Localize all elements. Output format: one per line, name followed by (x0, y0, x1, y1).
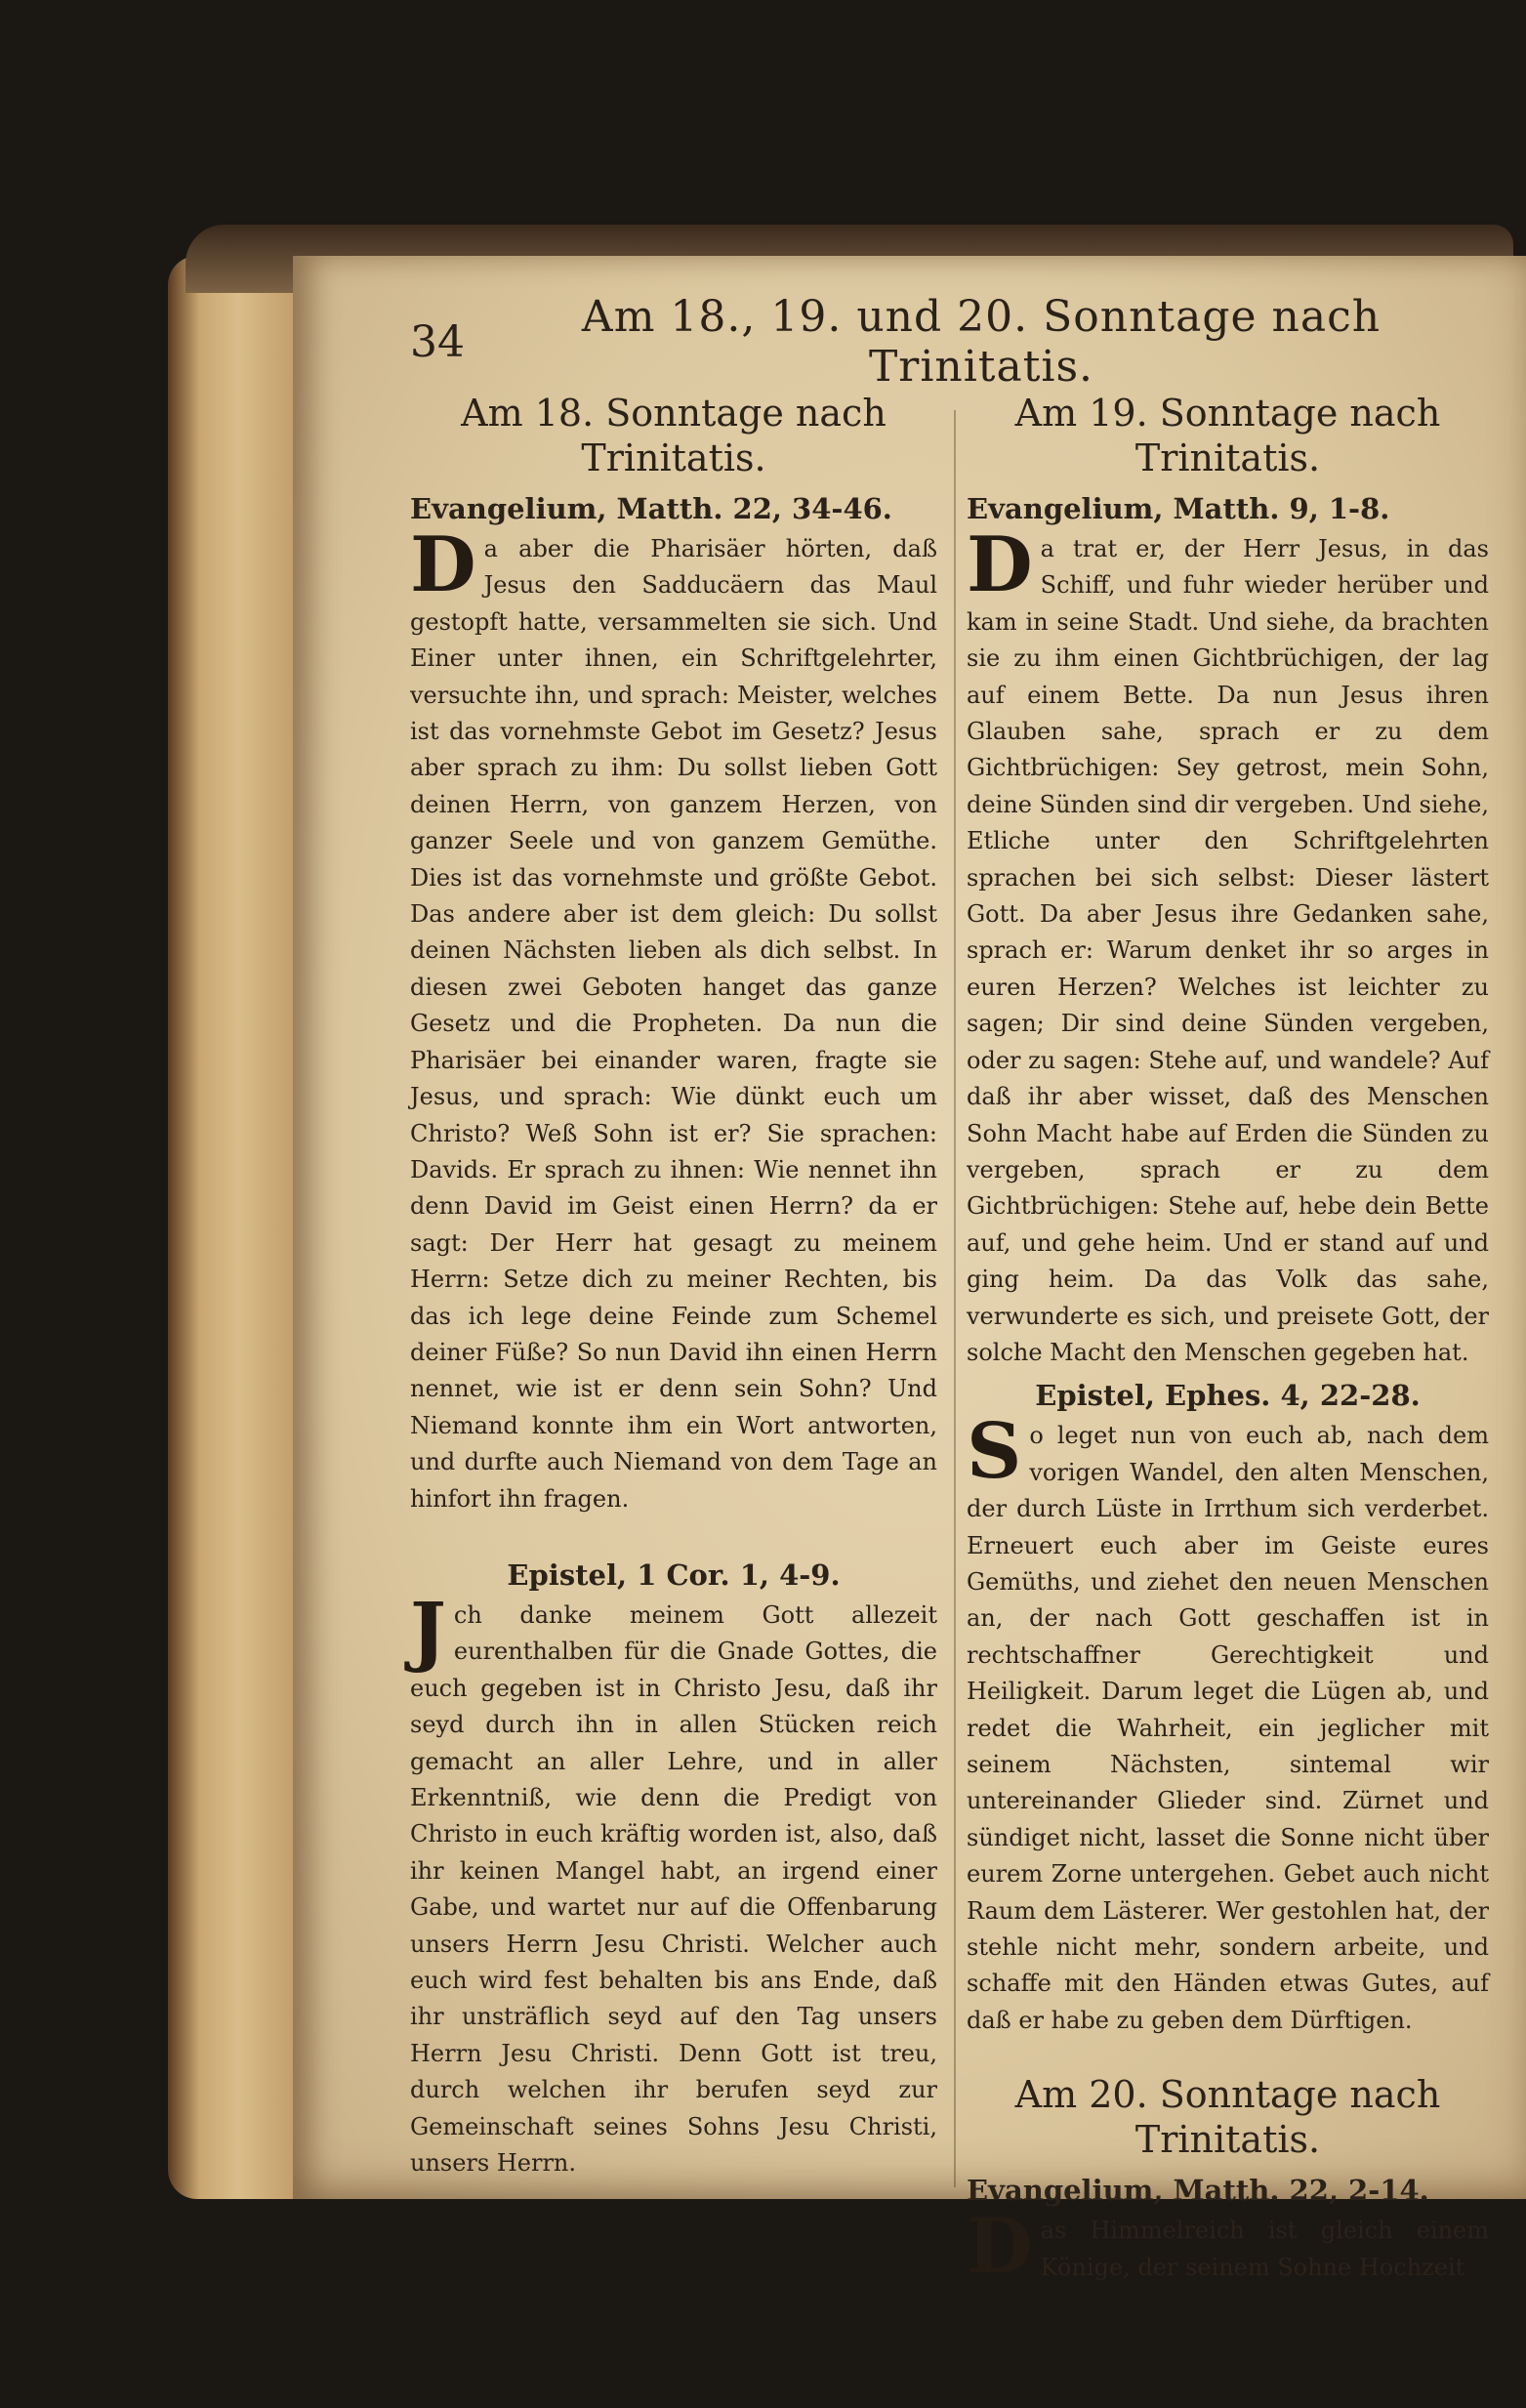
dropcap: D (410, 520, 476, 609)
sunday-18-gospel-reference: Evangelium, Matth. 22, 34-46. (410, 492, 892, 525)
sunday-19-epistle-reference: Epistel, Ephes. 4, 22-28. (1035, 1379, 1421, 1413)
sunday-19-heading: Am 19. Sonntage nach Trinitatis. (1014, 392, 1441, 479)
epistle-body: o leget nun von euch ab, nach dem vorigen Wandel, den alten Menschen, der durch Lüste in Irrthum sich verderbet. Erneuert euch aber im Geiste eures Gemüths, und ziehet den neuen Menschen an, der nach Gott geschaffen ist in rechtschaffner Gerechtigkeit und Heiligkeit. Darum leget die Lügen ab, und redet die Wahrheit, ein jeglicher mit seinem Nächsten, sintemal wir untereinander Glieder sind. Zürnet und sündiget nicht, lasset die Sonne nicht über eurem Zorne untergehen. Gebet auch nicht Raum dem Lästerer. Wer gestohlen hat, der stehle nicht mehr, sondern arbeite, und schaffe mit den Händen etwas Gutes, auf daß er habe zu geben dem Dürftigen. (967, 1422, 1489, 2034)
sunday-19-gospel-text (967, 520, 1489, 1371)
page-number: 34 (410, 316, 465, 367)
gospel-body: as Himmelreich ist gleich einem Könige, der seinem Sohne Hochzeit (1040, 2217, 1489, 2281)
sunday-18-gospel-text (410, 520, 937, 1517)
dropcap: D (967, 2202, 1033, 2292)
sunday-20-gospel-text (967, 2202, 1489, 2292)
gospel-body: a aber die Pharisäer hörten, daß Jesus den Sadducäern das Maul gestopft hatte, versammelten sie sich. Und Einer unter ihnen, ein Schriftgelehrter, versuchte ihn, und sprach: Meister, welches ist das vornehmste Gebot im Gesetz? Jesus aber sprach zu ihm: Du sollst lieben Gott deinen Herrn, von ganzem Herzen, von ganzer Seele und von ganzem Gemüthe. Dies ist das vornehmste und größte Gebot. Das andere aber ist dem gleich: Du sollst deinen Nächsten lieben als dich selbst. In diesen zwei Geboten hanget das ganze Gesetz und die Propheten. Da nun die Pharisäer bei einander waren, fragte sie Jesus, und sprach: Wie dünkt euch um Christo? Weß Sohn ist er? Sie sprachen: Davids. Er sprach zu ihnen: Wie nennet ihn denn David im Geist einen Herrn? da er sagt: Der Herr hat gesagt zu meinem Herrn: Setze dich zu meiner Rechten, bis das ich lege deine Feinde zum Schemel deiner Füße? So nun David ihn einen Herrn nennet, wie ist er denn sein Sohn? Und Niemand konnte ihm ein Wort antworten, und durfte auch Niemand von dem Tage an hinfort ihn fragen. (410, 535, 937, 1513)
dropcap: J (410, 1586, 446, 1676)
left-column (410, 391, 937, 2181)
dropcap: S (967, 1407, 1022, 1497)
sunday-19-gospel-reference: Evangelium, Matth. 9, 1-8. (967, 492, 1390, 525)
sunday-20-gospel-reference: Evangelium, Matth. 22, 2-14. (967, 2174, 1429, 2208)
sunday-18-heading: Am 18. Sonntage nach Trinitatis. (461, 392, 887, 479)
sunday-18-epistle-text (410, 1586, 937, 2182)
right-column (967, 391, 1489, 2292)
dropcap: D (967, 520, 1033, 609)
running-head (410, 292, 1464, 392)
epistle-body: ch danke meinem Gott allezeit eurenthalben für die Gnade Gottes, die euch gegeben ist in Christo Jesu, daß ihr seyd durch ihn in allen Stücken reich gemacht an aller Lehre, und in aller Erkenntniß, wie denn die Predigt von Christo in euch kräftig worden ist, also, daß ihr keinen Mangel habt, an irgend einer Gabe, und wartet nur auf die Offenbarung unsers Herrn Jesu Christi. Welcher auch euch wird fest behalten bis ans Ende, daß ihr unsträflich seyd auf den Tag unsers Herrn Jesu Christi. Denn Gott ist treu, durch welchen ihr berufen seyd zur Gemeinschaft seines Sohns Jesu Christi, unsers Herrn. (410, 1600, 937, 2178)
sunday-18-epistle-reference: Epistel, 1 Cor. 1, 4-9. (507, 1557, 841, 1592)
sunday-19-epistle-text (967, 1407, 1489, 2039)
gospel-body: a trat er, der Herr Jesus, in das Schiff, und fuhr wieder herüber und kam in seine Stadt. Und siehe, da brachten sie zu ihm einen Gichtbrüchigen, der lag auf einem Bette. Da nun Jesus ihren Glauben sahe, sprach er zu dem Gichtbrüchigen: Sey getrost, mein Sohn, deine Sünden sind dir vergeben. Und siehe, Etliche unter den Schriftgelehrten sprachen bei sich selbst: Dieser lästert Gott. Da aber Jesus ihre Gedanken sahe, sprach er: Warum denket ihr so arges in euren Herzen? Welches ist leichter zu sagen; Dir sind deine Sünden vergeben, oder zu sagen: Stehe auf, und wandele? Auf daß ihr aber wisset, daß des Menschen Sohn Macht habe auf Erden die Sünden zu vergeben, sprach er zu dem Gichtbrüchigen: Stehe auf, hebe dein Bette auf, und gehe heim. Und er stand auf und ging heim. Da das Volk das sahe, verwunderte es sich, und preisete Gott, der solche Macht den Menschen gegeben hat. (967, 535, 1489, 1366)
column-divider (954, 410, 956, 2187)
running-title: Am 18., 19. und 20. Sonntage nach Trinitatis. (581, 292, 1382, 392)
sunday-20-heading: Am 20. Sonntage nach Trinitatis. (1014, 2073, 1441, 2162)
